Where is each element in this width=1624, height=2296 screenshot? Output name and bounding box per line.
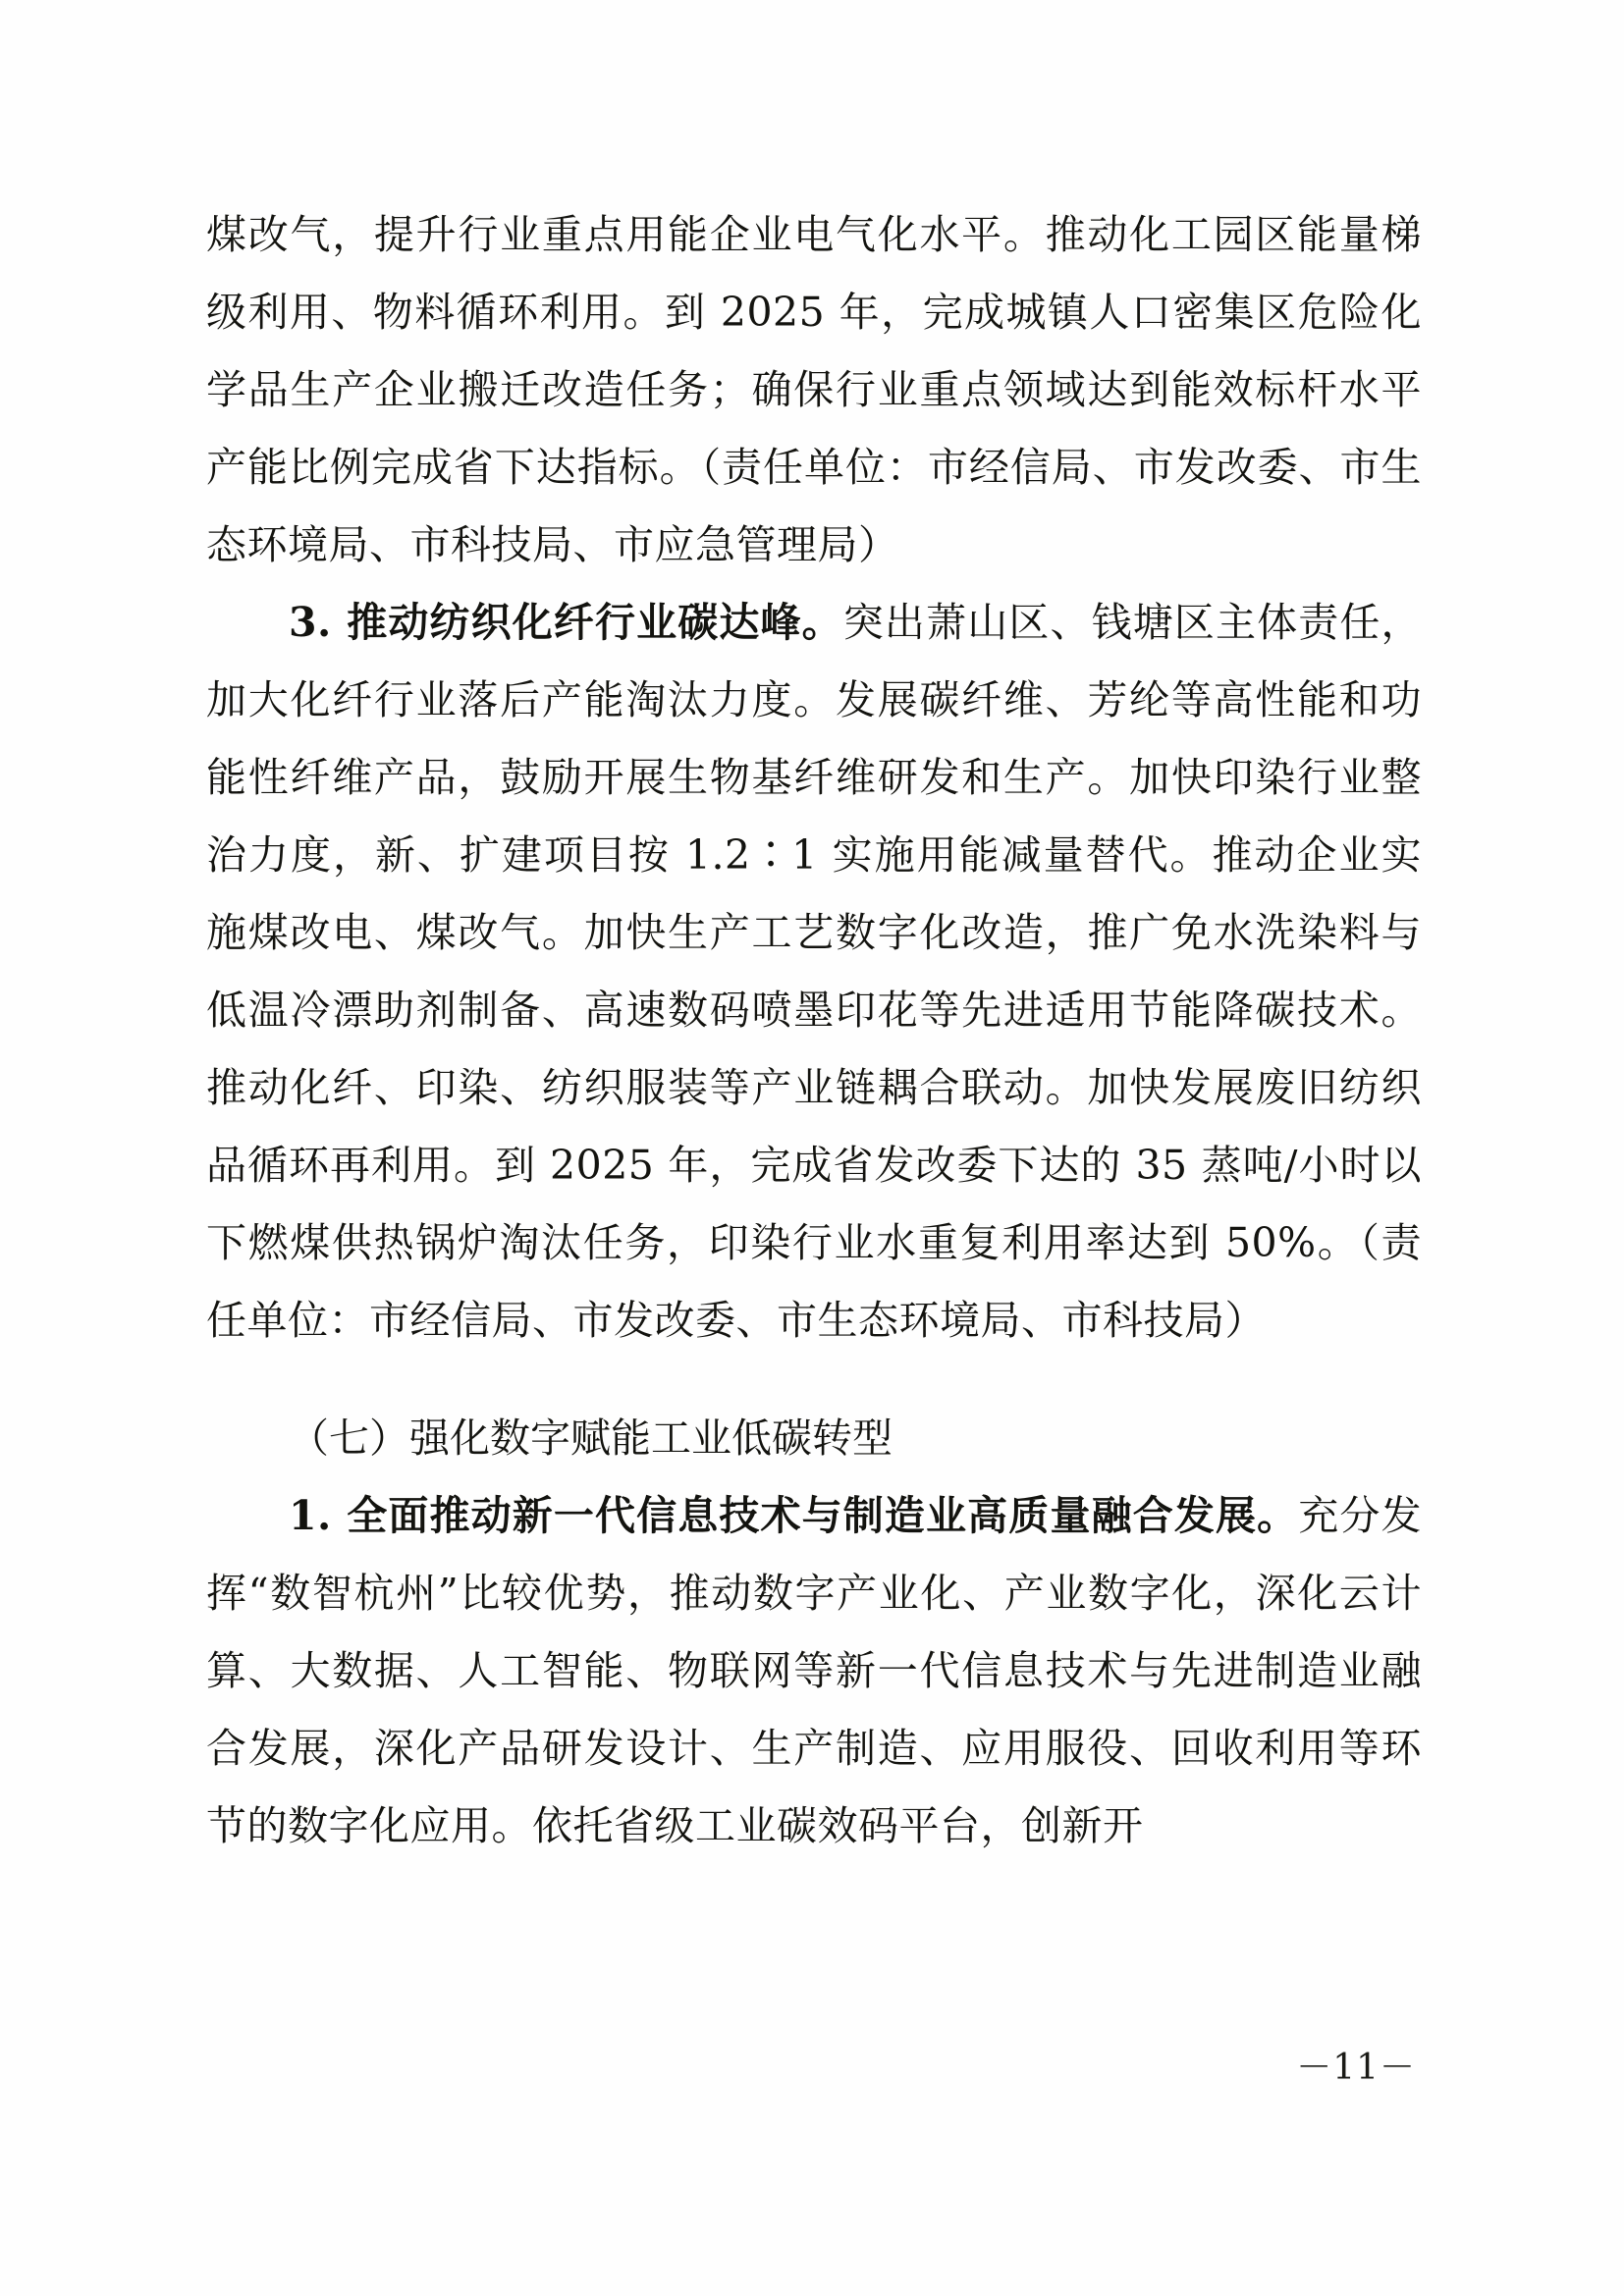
page-number: －11－ xyxy=(1296,2048,1416,2088)
section-3-paragraph xyxy=(206,584,1422,1360)
section-3-text: 突出萧山区、钱塘区主体责任，加大化纤行业落后产能淘汰力度。发展碳纤维、芳纶等高性能和功能性纤维产品，鼓励开展生物基纤维研发和生产。加快印染行业整治力度，新、扩建项目按 1.2∶1 实施用能减量替代。推动企业实施煤改电、煤改气。加快生产工艺数字化改造，推广免水洗染料与低温冷漂助剂制备、高速数码喷墨印花等先进适用节能降碳技术。推动化纤、印染、纺织服装等产业链耦合联动。加快发展废旧纺织品循环再利用。到 2025 年，完成省发改委下达的 35 蒸吨/小时以下燃煤供热锅炉淘汰任务，印染行业水重复利用率达到 50%。（责任单位：市经信局、市发改委、市生态环境局、市科技局） xyxy=(206,599,1423,1344)
section-1-paragraph xyxy=(206,1477,1422,1865)
page-content xyxy=(206,196,1422,1865)
section-3-lead: 3. 推动纺织化纤行业碳达峰。 xyxy=(289,599,843,646)
section-1-text: 充分发挥“数智杭州”比较优势，推动数字产业化、产业数字化，深化云计算、大数据、人工智能、物联网等新一代信息技术与先进制造业融合发展，深化产品研发设计、生产制造、应用服役、回收利用等环节的数字化应用。依托省级工业碳效码平台，创新开 xyxy=(206,1492,1422,1849)
section-seven-title: （七）强化数字赋能工业低碳转型 xyxy=(289,1415,893,1462)
paragraph-continued: 煤改气，提升行业重点用能企业电气化水平。推动化工园区能量梯级利用、物料循环利用。到 2025 年，完成城镇人口密集区危险化学品生产企业搬迁改造任务；确保行业重点领域达到能效标杆水平产能比例完成省下达指标。（责任单位：市经信局、市发改委、市生态环境局、市科技局、市应急管理局） xyxy=(206,211,1422,568)
section-1-lead: 1. 全面推动新一代信息技术与制造业高质量融合发展。 xyxy=(289,1492,1299,1539)
